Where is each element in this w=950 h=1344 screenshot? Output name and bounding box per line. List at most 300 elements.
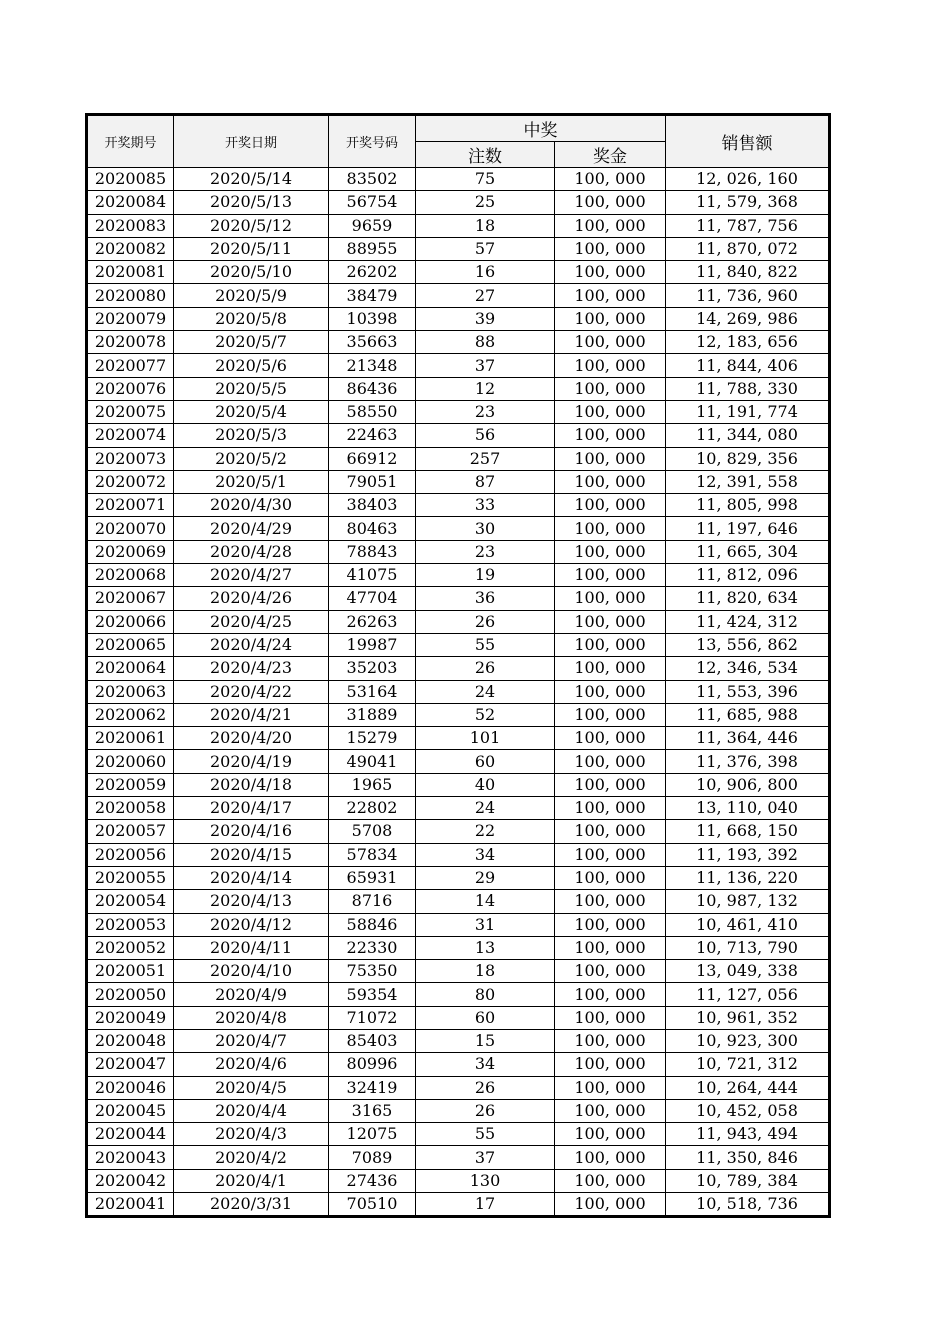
- cell-number: 80996: [329, 1053, 416, 1076]
- cell-date: 2020/5/5: [174, 377, 329, 400]
- cell-count: 26: [416, 1099, 555, 1122]
- cell-prize: 100, 000: [555, 913, 666, 936]
- cell-prize: 100, 000: [555, 983, 666, 1006]
- cell-prize: 100, 000: [555, 307, 666, 330]
- cell-count: 12: [416, 377, 555, 400]
- cell-date: 2020/4/3: [174, 1123, 329, 1146]
- cell-sales: 12, 183, 656: [666, 331, 829, 354]
- cell-issue: 2020047: [88, 1053, 174, 1076]
- cell-prize: 100, 000: [555, 960, 666, 983]
- cell-date: 2020/4/10: [174, 960, 329, 983]
- cell-issue: 2020057: [88, 820, 174, 843]
- cell-date: 2020/4/28: [174, 540, 329, 563]
- cell-sales: 13, 556, 862: [666, 633, 829, 656]
- table-row: [88, 377, 829, 400]
- cell-date: 2020/5/3: [174, 424, 329, 447]
- cell-number: 66912: [329, 447, 416, 470]
- cell-issue: 2020045: [88, 1099, 174, 1122]
- cell-date: 2020/4/8: [174, 1006, 329, 1029]
- cell-number: 58846: [329, 913, 416, 936]
- cell-issue: 2020043: [88, 1146, 174, 1169]
- cell-sales: 11, 844, 406: [666, 354, 829, 377]
- table-row: [88, 797, 829, 820]
- table-row: [88, 866, 829, 889]
- table-row: [88, 400, 829, 423]
- cell-number: 26263: [329, 610, 416, 633]
- cell-count: 34: [416, 843, 555, 866]
- cell-prize: 100, 000: [555, 331, 666, 354]
- cell-sales: 11, 870, 072: [666, 237, 829, 260]
- cell-number: 38403: [329, 494, 416, 517]
- cell-date: 2020/5/11: [174, 237, 329, 260]
- cell-count: 33: [416, 494, 555, 517]
- cell-number: 1965: [329, 773, 416, 796]
- cell-count: 24: [416, 797, 555, 820]
- cell-count: 27: [416, 284, 555, 307]
- cell-sales: 10, 721, 312: [666, 1053, 829, 1076]
- table-row: [88, 307, 829, 330]
- cell-sales: 12, 026, 160: [666, 168, 829, 191]
- cell-prize: 100, 000: [555, 354, 666, 377]
- cell-count: 40: [416, 773, 555, 796]
- cell-number: 41075: [329, 564, 416, 587]
- cell-prize: 100, 000: [555, 1123, 666, 1146]
- cell-sales: 11, 812, 096: [666, 564, 829, 587]
- cell-date: 2020/4/26: [174, 587, 329, 610]
- cell-sales: 11, 736, 960: [666, 284, 829, 307]
- cell-issue: 2020066: [88, 610, 174, 633]
- cell-sales: 11, 136, 220: [666, 866, 829, 889]
- cell-date: 2020/4/24: [174, 633, 329, 656]
- cell-prize: 100, 000: [555, 936, 666, 959]
- table-row: [88, 890, 829, 913]
- table-row: [88, 1006, 829, 1029]
- table-row: [88, 820, 829, 843]
- cell-sales: 11, 193, 392: [666, 843, 829, 866]
- cell-number: 22802: [329, 797, 416, 820]
- cell-issue: 2020062: [88, 703, 174, 726]
- cell-sales: 10, 713, 790: [666, 936, 829, 959]
- cell-count: 23: [416, 400, 555, 423]
- cell-sales: 11, 820, 634: [666, 587, 829, 610]
- cell-prize: 100, 000: [555, 797, 666, 820]
- cell-sales: 11, 376, 398: [666, 750, 829, 773]
- cell-prize: 100, 000: [555, 587, 666, 610]
- cell-prize: 100, 000: [555, 261, 666, 284]
- cell-issue: 2020054: [88, 890, 174, 913]
- cell-count: 24: [416, 680, 555, 703]
- cell-number: 35203: [329, 657, 416, 680]
- cell-date: 2020/5/1: [174, 470, 329, 493]
- cell-prize: 100, 000: [555, 633, 666, 656]
- cell-sales: 10, 518, 736: [666, 1193, 829, 1216]
- cell-prize: 100, 000: [555, 494, 666, 517]
- table-row: [88, 237, 829, 260]
- cell-date: 2020/5/10: [174, 261, 329, 284]
- cell-prize: 100, 000: [555, 610, 666, 633]
- cell-issue: 2020065: [88, 633, 174, 656]
- table-row: [88, 331, 829, 354]
- cell-prize: 100, 000: [555, 1193, 666, 1216]
- cell-sales: 11, 191, 774: [666, 400, 829, 423]
- cell-sales: 13, 110, 040: [666, 797, 829, 820]
- cell-count: 29: [416, 866, 555, 889]
- cell-issue: 2020079: [88, 307, 174, 330]
- cell-number: 8716: [329, 890, 416, 913]
- table-row: [88, 564, 829, 587]
- cell-count: 57: [416, 237, 555, 260]
- cell-number: 53164: [329, 680, 416, 703]
- cell-issue: 2020046: [88, 1076, 174, 1099]
- cell-prize: 100, 000: [555, 727, 666, 750]
- cell-date: 2020/5/14: [174, 168, 329, 191]
- table-row: [88, 773, 829, 796]
- cell-issue: 2020078: [88, 331, 174, 354]
- cell-prize: 100, 000: [555, 1099, 666, 1122]
- cell-number: 79051: [329, 470, 416, 493]
- cell-issue: 2020041: [88, 1193, 174, 1216]
- cell-sales: 11, 350, 846: [666, 1146, 829, 1169]
- cell-prize: 100, 000: [555, 843, 666, 866]
- cell-number: 31889: [329, 703, 416, 726]
- cell-count: 60: [416, 750, 555, 773]
- cell-issue: 2020064: [88, 657, 174, 680]
- cell-issue: 2020069: [88, 540, 174, 563]
- cell-date: 2020/4/9: [174, 983, 329, 1006]
- table-row: [88, 1123, 829, 1146]
- cell-prize: 100, 000: [555, 1146, 666, 1169]
- cell-date: 2020/5/2: [174, 447, 329, 470]
- cell-issue: 2020055: [88, 866, 174, 889]
- cell-date: 2020/4/25: [174, 610, 329, 633]
- cell-date: 2020/4/17: [174, 797, 329, 820]
- cell-sales: 10, 987, 132: [666, 890, 829, 913]
- table-row: [88, 540, 829, 563]
- table-row: [88, 1169, 829, 1192]
- cell-prize: 100, 000: [555, 470, 666, 493]
- cell-count: 19: [416, 564, 555, 587]
- cell-date: 2020/4/4: [174, 1099, 329, 1122]
- cell-sales: 14, 269, 986: [666, 307, 829, 330]
- cell-issue: 2020048: [88, 1029, 174, 1052]
- table-row: [88, 750, 829, 773]
- cell-date: 2020/5/6: [174, 354, 329, 377]
- cell-prize: 100, 000: [555, 1076, 666, 1099]
- cell-sales: 11, 685, 988: [666, 703, 829, 726]
- cell-sales: 11, 424, 312: [666, 610, 829, 633]
- cell-number: 88955: [329, 237, 416, 260]
- table-row: [88, 983, 829, 1006]
- cell-date: 2020/4/1: [174, 1169, 329, 1192]
- cell-date: 2020/4/27: [174, 564, 329, 587]
- table-row: [88, 843, 829, 866]
- lottery-results-table: [87, 115, 829, 1216]
- cell-number: 70510: [329, 1193, 416, 1216]
- header-issue: 开奖期号: [88, 116, 174, 168]
- cell-count: 101: [416, 727, 555, 750]
- header-date: 开奖日期: [174, 116, 329, 168]
- cell-count: 16: [416, 261, 555, 284]
- cell-number: 65931: [329, 866, 416, 889]
- table-row: [88, 936, 829, 959]
- cell-count: 18: [416, 214, 555, 237]
- table-row: [88, 168, 829, 191]
- cell-sales: 10, 906, 800: [666, 773, 829, 796]
- cell-number: 75350: [329, 960, 416, 983]
- cell-date: 2020/5/12: [174, 214, 329, 237]
- cell-prize: 100, 000: [555, 866, 666, 889]
- cell-sales: 11, 787, 756: [666, 214, 829, 237]
- cell-count: 23: [416, 540, 555, 563]
- cell-date: 2020/3/31: [174, 1193, 329, 1216]
- cell-issue: 2020042: [88, 1169, 174, 1192]
- cell-issue: 2020053: [88, 913, 174, 936]
- cell-prize: 100, 000: [555, 1053, 666, 1076]
- cell-number: 22330: [329, 936, 416, 959]
- cell-issue: 2020077: [88, 354, 174, 377]
- cell-prize: 100, 000: [555, 750, 666, 773]
- cell-issue: 2020044: [88, 1123, 174, 1146]
- table-body: [88, 168, 829, 1216]
- cell-issue: 2020067: [88, 587, 174, 610]
- cell-issue: 2020070: [88, 517, 174, 540]
- cell-prize: 100, 000: [555, 237, 666, 260]
- cell-prize: 100, 000: [555, 820, 666, 843]
- cell-prize: 100, 000: [555, 400, 666, 423]
- cell-number: 47704: [329, 587, 416, 610]
- cell-count: 37: [416, 354, 555, 377]
- cell-issue: 2020071: [88, 494, 174, 517]
- cell-count: 56: [416, 424, 555, 447]
- cell-number: 10398: [329, 307, 416, 330]
- cell-sales: 12, 346, 534: [666, 657, 829, 680]
- table-row: [88, 354, 829, 377]
- cell-date: 2020/4/14: [174, 866, 329, 889]
- cell-number: 12075: [329, 1123, 416, 1146]
- cell-sales: 10, 264, 444: [666, 1076, 829, 1099]
- cell-number: 26202: [329, 261, 416, 284]
- cell-count: 22: [416, 820, 555, 843]
- cell-date: 2020/5/8: [174, 307, 329, 330]
- cell-sales: 10, 923, 300: [666, 1029, 829, 1052]
- cell-issue: 2020084: [88, 191, 174, 214]
- cell-date: 2020/4/2: [174, 1146, 329, 1169]
- cell-date: 2020/4/6: [174, 1053, 329, 1076]
- table-row: [88, 657, 829, 680]
- cell-count: 26: [416, 657, 555, 680]
- cell-number: 19987: [329, 633, 416, 656]
- table-row: [88, 284, 829, 307]
- table-row: [88, 703, 829, 726]
- cell-count: 55: [416, 633, 555, 656]
- cell-count: 34: [416, 1053, 555, 1076]
- cell-count: 39: [416, 307, 555, 330]
- cell-prize: 100, 000: [555, 703, 666, 726]
- cell-prize: 100, 000: [555, 564, 666, 587]
- cell-sales: 11, 788, 330: [666, 377, 829, 400]
- cell-sales: 10, 829, 356: [666, 447, 829, 470]
- cell-count: 31: [416, 913, 555, 936]
- cell-prize: 100, 000: [555, 1169, 666, 1192]
- cell-prize: 100, 000: [555, 191, 666, 214]
- cell-issue: 2020060: [88, 750, 174, 773]
- cell-number: 85403: [329, 1029, 416, 1052]
- cell-count: 87: [416, 470, 555, 493]
- header-number: 开奖号码: [329, 116, 416, 168]
- table-row: [88, 680, 829, 703]
- cell-date: 2020/5/13: [174, 191, 329, 214]
- cell-issue: 2020075: [88, 400, 174, 423]
- cell-issue: 2020059: [88, 773, 174, 796]
- cell-number: 7089: [329, 1146, 416, 1169]
- table-row: [88, 494, 829, 517]
- table-row: [88, 587, 829, 610]
- table-row: [88, 960, 829, 983]
- cell-date: 2020/5/4: [174, 400, 329, 423]
- cell-count: 88: [416, 331, 555, 354]
- table-row: [88, 610, 829, 633]
- cell-count: 14: [416, 890, 555, 913]
- cell-sales: 11, 579, 368: [666, 191, 829, 214]
- cell-sales: 13, 049, 338: [666, 960, 829, 983]
- cell-sales: 10, 452, 058: [666, 1099, 829, 1122]
- cell-number: 80463: [329, 517, 416, 540]
- cell-prize: 100, 000: [555, 424, 666, 447]
- cell-count: 36: [416, 587, 555, 610]
- cell-number: 83502: [329, 168, 416, 191]
- cell-prize: 100, 000: [555, 773, 666, 796]
- cell-issue: 2020050: [88, 983, 174, 1006]
- cell-issue: 2020083: [88, 214, 174, 237]
- cell-number: 5708: [329, 820, 416, 843]
- cell-issue: 2020063: [88, 680, 174, 703]
- cell-count: 52: [416, 703, 555, 726]
- cell-sales: 11, 840, 822: [666, 261, 829, 284]
- cell-count: 55: [416, 1123, 555, 1146]
- cell-sales: 12, 391, 558: [666, 470, 829, 493]
- cell-number: 22463: [329, 424, 416, 447]
- cell-count: 75: [416, 168, 555, 191]
- cell-number: 58550: [329, 400, 416, 423]
- cell-issue: 2020056: [88, 843, 174, 866]
- cell-sales: 10, 789, 384: [666, 1169, 829, 1192]
- cell-count: 130: [416, 1169, 555, 1192]
- cell-issue: 2020061: [88, 727, 174, 750]
- cell-date: 2020/4/13: [174, 890, 329, 913]
- cell-issue: 2020076: [88, 377, 174, 400]
- cell-prize: 100, 000: [555, 447, 666, 470]
- cell-number: 9659: [329, 214, 416, 237]
- cell-count: 18: [416, 960, 555, 983]
- cell-sales: 11, 344, 080: [666, 424, 829, 447]
- cell-date: 2020/5/9: [174, 284, 329, 307]
- table-row: [88, 633, 829, 656]
- cell-number: 86436: [329, 377, 416, 400]
- cell-date: 2020/4/30: [174, 494, 329, 517]
- cell-number: 49041: [329, 750, 416, 773]
- cell-date: 2020/4/15: [174, 843, 329, 866]
- cell-issue: 2020068: [88, 564, 174, 587]
- cell-prize: 100, 000: [555, 517, 666, 540]
- cell-date: 2020/4/16: [174, 820, 329, 843]
- cell-count: 25: [416, 191, 555, 214]
- header-count: 注数: [416, 142, 555, 168]
- table-row: [88, 261, 829, 284]
- cell-sales: 11, 665, 304: [666, 540, 829, 563]
- table-row: [88, 1193, 829, 1216]
- cell-count: 17: [416, 1193, 555, 1216]
- table-row: [88, 1146, 829, 1169]
- cell-issue: 2020082: [88, 237, 174, 260]
- cell-sales: 11, 943, 494: [666, 1123, 829, 1146]
- table-row: [88, 517, 829, 540]
- cell-issue: 2020072: [88, 470, 174, 493]
- header-winning: 中奖: [416, 116, 666, 142]
- cell-prize: 100, 000: [555, 540, 666, 563]
- cell-number: 78843: [329, 540, 416, 563]
- cell-date: 2020/4/19: [174, 750, 329, 773]
- cell-prize: 100, 000: [555, 284, 666, 307]
- table-row: [88, 1029, 829, 1052]
- table-row: [88, 447, 829, 470]
- cell-date: 2020/4/21: [174, 703, 329, 726]
- cell-prize: 100, 000: [555, 657, 666, 680]
- cell-number: 15279: [329, 727, 416, 750]
- cell-sales: 11, 364, 446: [666, 727, 829, 750]
- cell-count: 13: [416, 936, 555, 959]
- cell-number: 57834: [329, 843, 416, 866]
- cell-prize: 100, 000: [555, 890, 666, 913]
- cell-issue: 2020049: [88, 1006, 174, 1029]
- cell-sales: 10, 961, 352: [666, 1006, 829, 1029]
- table-header: [88, 116, 829, 168]
- cell-date: 2020/4/18: [174, 773, 329, 796]
- table-row: [88, 1076, 829, 1099]
- table-row: [88, 214, 829, 237]
- cell-date: 2020/4/7: [174, 1029, 329, 1052]
- cell-issue: 2020051: [88, 960, 174, 983]
- cell-sales: 11, 805, 998: [666, 494, 829, 517]
- cell-number: 56754: [329, 191, 416, 214]
- table-row: [88, 1053, 829, 1076]
- table-row: [88, 424, 829, 447]
- table-row: [88, 727, 829, 750]
- cell-date: 2020/4/20: [174, 727, 329, 750]
- table-row: [88, 1099, 829, 1122]
- cell-date: 2020/4/12: [174, 913, 329, 936]
- cell-sales: 11, 553, 396: [666, 680, 829, 703]
- cell-date: 2020/4/11: [174, 936, 329, 959]
- cell-number: 21348: [329, 354, 416, 377]
- cell-date: 2020/4/5: [174, 1076, 329, 1099]
- cell-prize: 100, 000: [555, 1029, 666, 1052]
- cell-number: 71072: [329, 1006, 416, 1029]
- cell-issue: 2020058: [88, 797, 174, 820]
- cell-sales: 10, 461, 410: [666, 913, 829, 936]
- cell-count: 80: [416, 983, 555, 1006]
- cell-prize: 100, 000: [555, 377, 666, 400]
- cell-count: 26: [416, 1076, 555, 1099]
- cell-date: 2020/4/22: [174, 680, 329, 703]
- table-row: [88, 191, 829, 214]
- cell-date: 2020/5/7: [174, 331, 329, 354]
- cell-number: 32419: [329, 1076, 416, 1099]
- cell-issue: 2020085: [88, 168, 174, 191]
- cell-sales: 11, 127, 056: [666, 983, 829, 1006]
- cell-number: 3165: [329, 1099, 416, 1122]
- cell-prize: 100, 000: [555, 168, 666, 191]
- cell-issue: 2020052: [88, 936, 174, 959]
